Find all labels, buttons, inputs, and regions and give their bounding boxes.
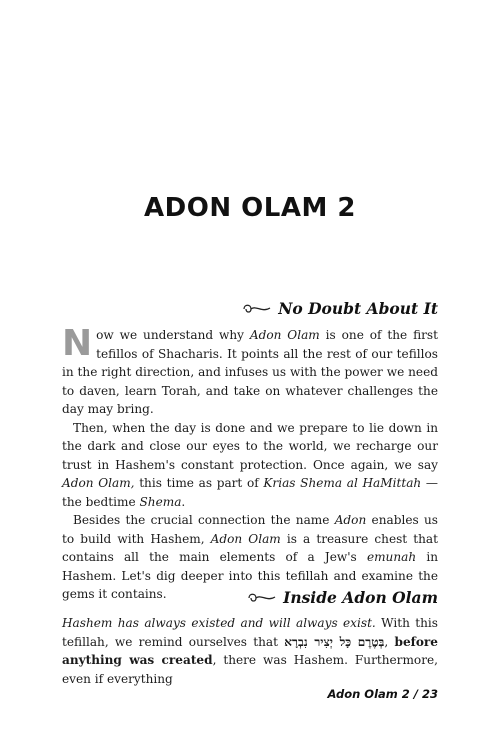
paragraph [62, 323, 438, 419]
section-heading-inside [247, 588, 438, 607]
text-run: Then, when the day is done and we prepare to lie down in the dark and close our eyes to the world, we recharge our trust in Hashem's constant protection. Once again, we say [62, 420, 438, 472]
page-footer: Adon Olam 2 / 23 [327, 687, 438, 701]
scroll-ornament-icon [242, 302, 272, 316]
drop-cap: N [62, 323, 93, 364]
section-body-inside [62, 614, 438, 688]
text-run: Adon [334, 513, 367, 527]
text-run: — the bedtime [62, 476, 438, 509]
section-heading-no-doubt [242, 299, 438, 318]
text-run: , there was Hashem. Furthermore, even if everything [62, 653, 438, 686]
text-run: Hashem has always existed and will always exist. [62, 616, 376, 630]
chapter-title: ADON OLAM 2 [144, 193, 356, 223]
scroll-ornament-icon [247, 591, 277, 605]
paragraph [62, 419, 438, 512]
text-run: , [384, 634, 395, 649]
text-run: Shema [139, 494, 182, 509]
text-run: Adon Olam [210, 531, 281, 546]
text-run: before anything was created [62, 634, 438, 667]
text-run: Adon Olam, [62, 476, 135, 490]
text-run: emunah [366, 550, 417, 564]
text-run: is one of the first tefillos of Shacharis. It points all the rest of our tefillos in the right direction, and infuses us with the power we need to daven, learn Torah, and take on whatever challenges the day may bring. [62, 328, 438, 416]
text-run: this time as part of [134, 476, 264, 490]
text-run: ow we understand why [96, 328, 250, 342]
text-run: Besides the crucial connection the name [73, 513, 335, 527]
text-run: enables us to build with Hashem, [62, 513, 438, 546]
section-heading-text: Inside Adon Olam [283, 588, 438, 607]
paragraph [62, 614, 438, 688]
text-run: is a treasure chest that contains all the main elements of a Jew's [62, 531, 438, 564]
text-run: Krias Shema al HaMittah [263, 476, 422, 490]
section-body-no-doubt [62, 323, 438, 604]
text-run: . [181, 494, 186, 509]
text-run: With this tefillah, we remind ourselves that [62, 616, 438, 649]
text-run: in Hashem. Let's dig deeper into this tefillah and examine the gems it contains. [62, 550, 438, 601]
text-run: בְּטֶרֶם כָּל יְצִיר נִבְרָא [284, 634, 385, 649]
text-run: Adon Olam [249, 328, 320, 342]
section-heading-text: No Doubt About It [278, 299, 438, 318]
